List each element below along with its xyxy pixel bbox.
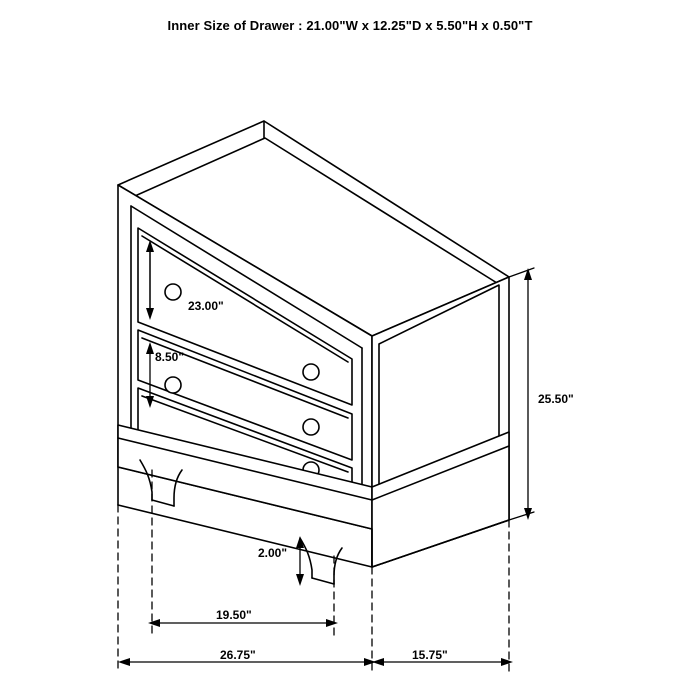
dim-label-foot-span: 19.50" [216,608,252,622]
dim-label-overall-height: 25.50" [538,392,574,406]
dim-label-overall-depth: 15.75" [412,648,448,662]
dim-25-50 [509,268,534,520]
page-title: Inner Size of Drawer : 21.00"W x 12.25"D x 5.50"H x 0.50"T [167,18,533,33]
dim-label-base-clearance: 2.00" [258,546,288,560]
dim-label-drawer-top-width: 23.00" [188,299,224,313]
dim-label-overall-width: 26.75" [220,648,256,662]
dim-label-drawer-middle-height: 8.50" [155,350,185,364]
